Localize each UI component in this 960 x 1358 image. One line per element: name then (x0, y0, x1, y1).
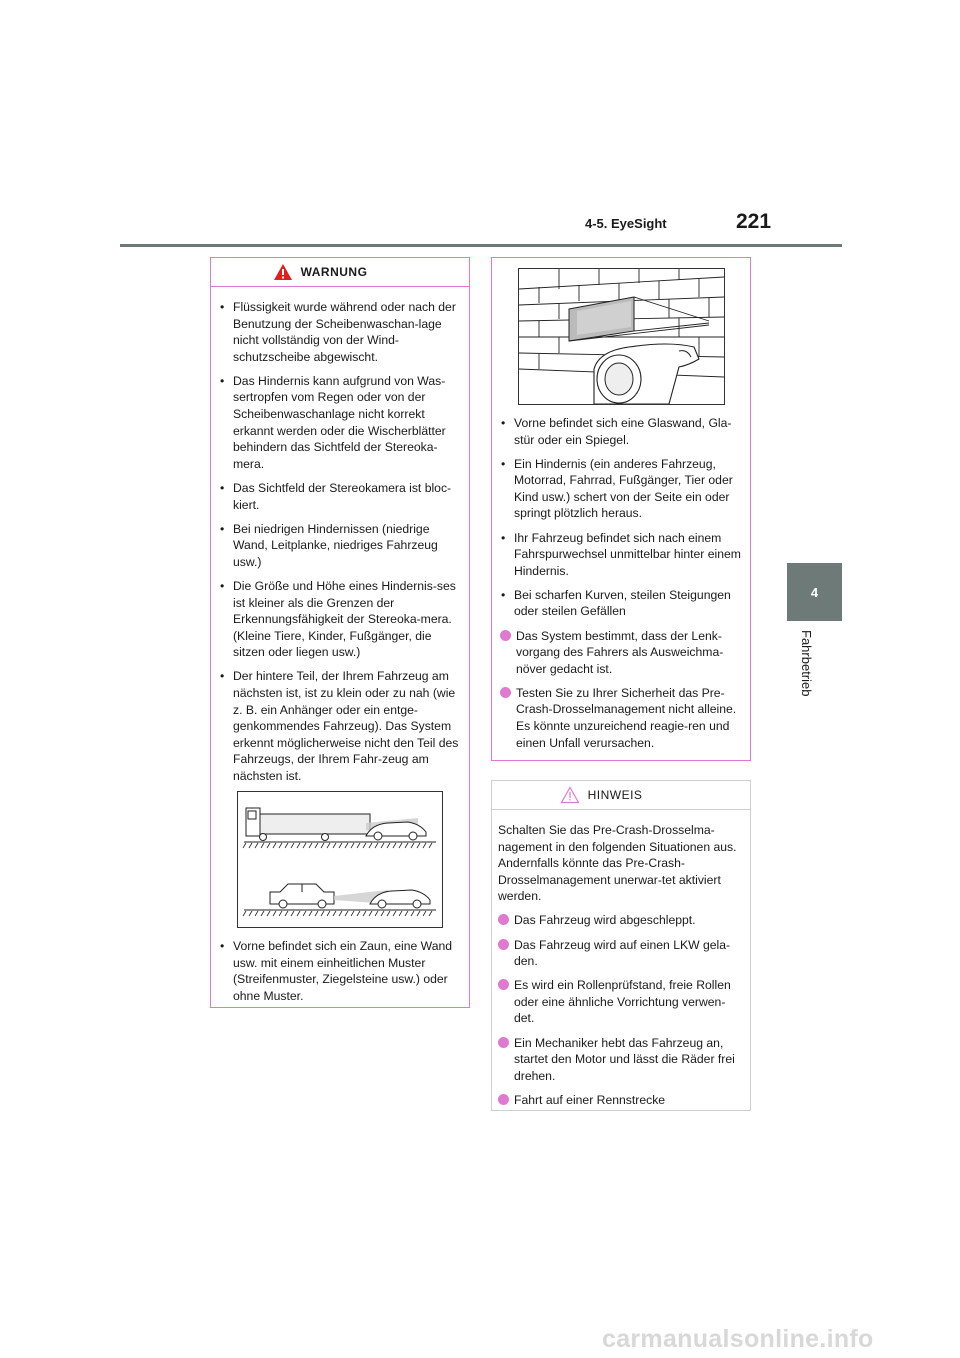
list-item: • Flüssigkeit wurde während oder nach der Benutzung der Scheibenwaschan-lage nicht vollständig von der Wind-schutzscheibe abgewischt. (220, 300, 456, 364)
warning-header (211, 258, 469, 287)
bullet-circle-icon (498, 1094, 509, 1105)
hint-intro: Schalten Sie das Pre-Crash-Drosselma-nagement in den folgenden Situationen aus. Andernfalls könnte das Pre-Crash-Drosselmanagement unerwar-tet aktiviert werden. (498, 823, 737, 904)
chapter-number: 4 (810, 584, 819, 600)
list-item: Das System bestimmt, dass der Lenk-vorgang des Fahrers als Ausweichma-növer gedacht ist. (500, 628, 744, 678)
warning-title: WARNUNG (300, 265, 368, 279)
list-item: Testen Sie zu Ihrer Sicherheit das Pre-Crash-Drosselmanagement nicht alleine. Es könnte unzureichend reagie-ren und einen Unfall verursachen. (500, 685, 744, 751)
watermark: carmanualsonline.info (602, 1325, 874, 1353)
list-item: • Bei scharfen Kurven, steilen Steigungen oder steilen Gefällen (501, 587, 731, 619)
list-item: Fahrt auf einer Rennstrecke (498, 1092, 740, 1109)
bullet-circle-icon (500, 630, 511, 641)
page-number: 221 (736, 210, 772, 233)
warning-triangle-icon (273, 263, 293, 281)
vehicle-illustration (237, 791, 443, 928)
hint-header (492, 781, 750, 810)
list-item: • Die Größe und Höhe eines Hindernis-ses ist kleiner als die Grenzen der Erkennungsfähigkeit der Stereoka-mera. (Kleine Tiere, Kinder, Fußgänger, die sitzen oder liegen usw.) (220, 578, 456, 660)
list-item: Ein Mechaniker hebt das Fahrzeug an, startet den Motor und lässt die Räder frei drehen. (498, 1035, 740, 1085)
list-item: Das Fahrzeug wird auf einen LKW gela-den. (498, 937, 740, 970)
warning-list (219, 299, 459, 785)
warning-box (210, 257, 470, 1008)
list-item: • Ein Hindernis (ein anderes Fahrzeug, Motorrad, Fahrrad, Fußgänger, Tier oder Kind usw.) schert von der Seite ein oder springt plötzlich heraus. (501, 456, 733, 521)
list-item: • Das Sichtfeld der Stereokamera ist bloc-kiert. (220, 480, 452, 512)
list-item: • Vorne befindet sich ein Zaun, eine Wand usw. mit einem einheitlichen Muster (Streifenmuster, Ziegelsteine usw.) oder ohne Muster. (220, 939, 453, 1003)
bullet-circle-icon (498, 939, 509, 950)
list-item: • Der hintere Teil, der Ihrem Fahrzeug am nächsten ist, ist zu klein oder zu nah (wie z. B. ein Anhänger oder ein entge-genkommendes Fahrzeug). Das System erkennt möglicherweise nicht den Teil des Fahrzeugs, der Ihrem Fahr-zeug am nächsten ist. (220, 669, 459, 783)
list-item: Es wird ein Rollenprüfstand, freie Rollen oder eine ähnliche Vorrichtung verwen-det. (498, 977, 740, 1027)
list-item: • Ihr Fahrzeug befindet sich nach einem Fahrspurwechsel unmittelbar hinter einem Hindernis. (501, 530, 741, 578)
caution-triangle-icon (560, 786, 580, 804)
warning-box-continued (491, 257, 751, 761)
bullet-circle-icon (500, 687, 511, 698)
chapter-tab[interactable] (787, 563, 842, 621)
wall-illustration (518, 268, 725, 405)
list-item: Das Fahrzeug wird abgeschleppt. (498, 912, 740, 929)
list-item: • Das Hindernis kann aufgrund von Was-sertropfen vom Regen oder von der Scheibenwaschanlage nicht korrekt erkannt werden oder die Wischerblätter behindern das Sichtfeld der Stereoka-mera. (220, 373, 446, 471)
chapter-label: Fahrbetrieb (799, 630, 814, 697)
bullet-circle-icon (498, 914, 509, 925)
list-item: • Bei niedrigen Hindernissen (niedrige Wand, Leitplanke, niedriges Fahrzeug usw.) (220, 521, 438, 569)
warning-list-continued (219, 938, 459, 1004)
hint-list (498, 912, 740, 1108)
section-title: 4-5. EyeSight (585, 216, 667, 231)
condition-list (500, 415, 744, 751)
bullet-circle-icon (498, 979, 509, 990)
hint-box (491, 780, 751, 1111)
list-item: • Vorne befindet sich eine Glaswand, Gla-stür oder ein Spiegel. (501, 416, 732, 447)
bullet-circle-icon (498, 1037, 509, 1048)
hint-title: HINWEIS (587, 788, 643, 802)
header-rule (120, 244, 842, 247)
